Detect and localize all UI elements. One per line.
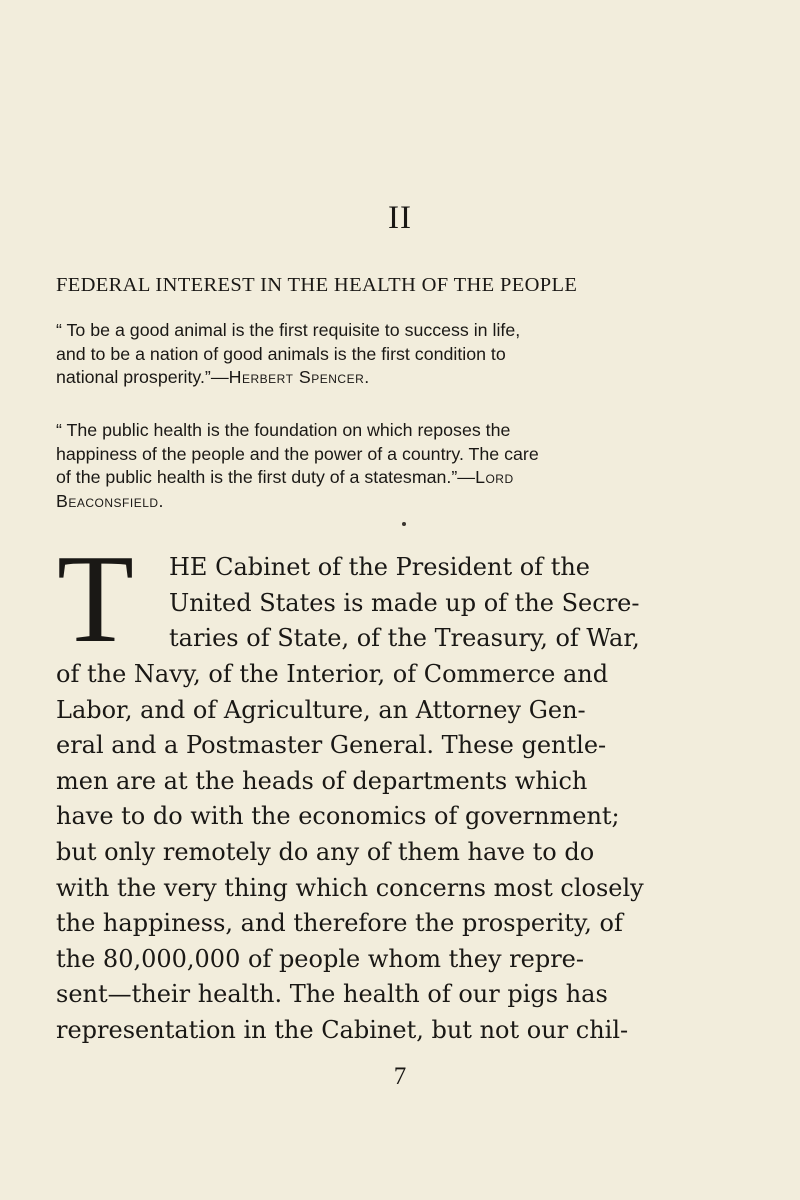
epigraph-spencer <box>56 319 756 390</box>
body-line: the happiness, and therefore the prosperity, of <box>56 909 623 938</box>
body-line: taries of State, of the Treasury, of War, <box>169 624 640 653</box>
body-paragraph <box>56 657 644 1049</box>
body-line: HE Cabinet of the President of the <box>169 553 590 581</box>
body-indented-lines <box>169 550 640 657</box>
epigraph-beaconsfield <box>56 419 756 513</box>
body-line: but only remotely do any of them have to do <box>56 837 595 866</box>
epigraph-line <box>56 466 756 490</box>
body-line: sent—their health. The health of our pigs has <box>56 980 608 1009</box>
epigraph-text: national prosperity.”— <box>56 367 229 387</box>
body-line: eral and a Postmaster General. These gentle- <box>56 731 607 760</box>
body-line: representation in the Cabinet, but not our chil- <box>56 1015 629 1044</box>
body-line: with the very thing which concerns most closely <box>56 873 644 902</box>
epigraph-line <box>56 366 756 390</box>
drop-cap: T <box>57 530 134 669</box>
chapter-title: FEDERAL INTEREST IN THE HEALTH OF THE PEOPLE <box>56 274 578 296</box>
epigraph-line: “ To be a good animal is the first requisite to success in life, <box>56 320 521 340</box>
epigraph-line: and to be a nation of good animals is the first condition to <box>56 343 506 364</box>
body-line: Labor, and of Agriculture, an Attorney Gen- <box>56 695 586 724</box>
epigraph-attribution: Lord <box>475 467 514 487</box>
page-number: 7 <box>393 1063 407 1090</box>
body-line: the 80,000,000 of people whom they repre- <box>56 944 584 973</box>
chapter-number: II <box>388 200 412 236</box>
epigraph-line: “ The public health is the foundation on which reposes the <box>56 420 511 440</box>
section-divider-dot <box>402 522 406 526</box>
body-line: men are at the heads of departments which <box>56 766 588 795</box>
epigraph-text: of the public health is the first duty of a statesman.”— <box>56 467 476 487</box>
epigraph-attribution: Beaconsfield. <box>56 490 164 511</box>
body-line: United States is made up of the Secre- <box>169 588 640 617</box>
epigraph-attribution: Herbert Spencer. <box>228 367 370 387</box>
epigraph-line: happiness of the people and the power of a country. The care <box>56 443 539 464</box>
body-line: of the Navy, of the Interior, of Commerce and <box>56 660 609 688</box>
body-line: have to do with the economics of government; <box>56 802 620 831</box>
